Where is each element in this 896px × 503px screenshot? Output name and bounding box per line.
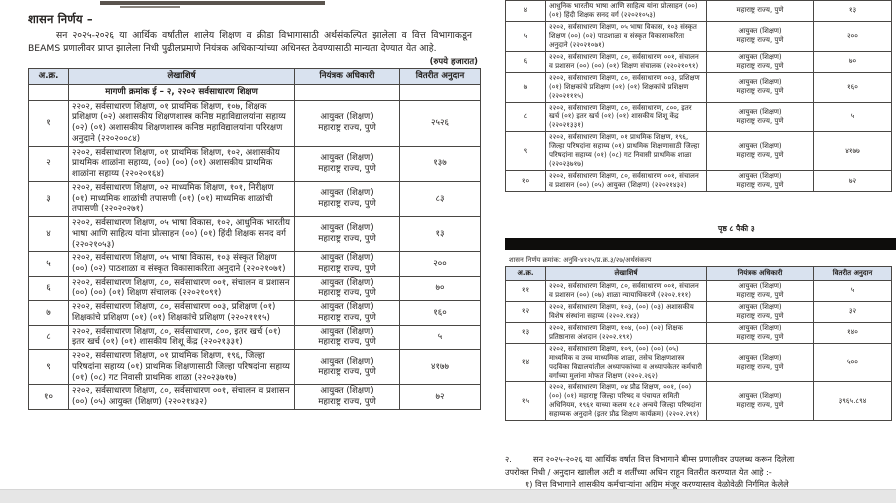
paragraph-line xyxy=(505,453,893,466)
officer-line-1: आयुक्त (शिक्षण) xyxy=(738,78,782,87)
account-head-cell: २२०२, सर्वसाधारण शिक्षण, ८०, सर्वसाधारण ००३, प्रशिक्षण (०१) शिक्षकांचे प्रशिक्षण (०१) (०१) शिक्षकांचे प्रशिक्षण (२२०२१११५) xyxy=(69,301,295,325)
account-head-cell: २२०२, सर्वसाधारण शिक्षण, ८०, सर्वसाधारण ००१, संचालन व प्रशासन (००) (०५) आयुक्त (शिक्षण) (२२०२१४३२) xyxy=(69,385,295,409)
controlling-officer-cell xyxy=(707,322,814,343)
gr-reference-line: शासन निर्णय क्रमांक: अनुवि-४१२५/प्र.क्र.३/२७/अर्थसंकल्प xyxy=(509,256,652,264)
account-head-cell: २२०२, सर्वसाधारण शिक्षण, ८०, सर्वसाधारण ००३, प्रशिक्षण (०१) शिक्षकांचे प्रशिक्षण (०१) (०१) शिक्षकांचे प्रशिक्षण (२२०२१११५) xyxy=(546,72,707,102)
serial-cell: ६ xyxy=(29,276,69,300)
right-top-table-body xyxy=(506,1,892,192)
account-head-cell: २२०२, सर्वसाधारण शिक्षण, ०५ भाषा विकास, १०२, आधुनिक भारतीय भाषा आणि साहित्य यांना प्रोत्साहन (००) (०१) हिंदी शिक्षक सनद वर्ग (२२०२१०५३) xyxy=(69,217,295,252)
account-head-cell: २२०२, सर्वसाधारण शिक्षण, ०५ भाषा विकास, १०३ संस्कृत शिक्षण (००) (०२) पाठशाळा व संस्कृत विकासाकरिता अनुदाने (२२०२१०७१) xyxy=(69,252,295,276)
account-head-cell: २२०२, सर्वसाधारण शिक्षण, ०५ भाषा विकास, १०३ संस्कृत शिक्षण (००) (०२) पाठशाळा व संस्कृत विकासाकरिता अनुदाने (२२०२१०७१) xyxy=(546,21,707,51)
table-header-row xyxy=(506,267,892,281)
account-head-cell: २२०२, सर्वसाधारण शिक्षण, ०१ प्राथमिक शिक्षण, १९६, जिल्हा परिषदांना सहाय्य (०१) प्राथमिक शिक्षणासाठी जिल्हा परिषदांना सहाय्य (०१) (०८) गट निवासी प्राथमिक शाळा (२२०२३७१७) xyxy=(69,350,295,385)
officer-line-2: महाराष्ट्र राज्य, पुणे xyxy=(318,312,376,323)
controlling-officer-cell xyxy=(707,171,814,192)
grant-amount-cell: ७२ xyxy=(400,385,481,409)
account-head-cell: २२०२, सर्वसाधारण शिक्षण, ८०, सर्वसाधारण ००१, संचालन व प्रशासन (००) (०७) शाळा न्यायाधिकरणे (२२०२.१११) xyxy=(546,280,707,301)
col-header-account: लेखाशिर्ष xyxy=(69,69,295,85)
officer-line-2: महाराष्ट्र राज्य, पुणे xyxy=(318,234,376,245)
currency-unit-note: (रुपये हजारात) xyxy=(429,56,478,66)
table-row xyxy=(506,301,892,322)
controlling-officer-cell xyxy=(707,1,814,22)
serial-cell: ६ xyxy=(506,51,546,72)
table-row xyxy=(29,350,481,385)
officer-line-1: आयुक्त (शिक्षण) xyxy=(738,142,782,151)
account-head-cell: २२०२, सर्वसाधारण शिक्षण, ८०, सर्वसाधारण ००१, संचालन व प्रशासन (००) (०५) आयुक्त (शिक्षण) (२२०२१४३२) xyxy=(546,171,707,192)
officer-line-1: आयुक्त (शिक्षण) xyxy=(738,172,782,181)
grant-amount-cell: ७० xyxy=(400,276,481,300)
col-header-account: लेखाशिर्ष xyxy=(546,267,707,281)
grant-amount-cell: १३ xyxy=(814,1,892,22)
serial-cell: ५ xyxy=(506,21,546,51)
serial-cell: ४ xyxy=(506,1,546,22)
col-header-officer: नियंत्रक अधिकारी xyxy=(707,267,814,281)
officer-line-2: महाराष्ट्र राज्य, पुणे xyxy=(736,401,784,410)
table-row xyxy=(506,343,892,382)
conditions-paragraph xyxy=(505,453,893,491)
officer-line-2: महाराष्ट्र राज्य, पुणे xyxy=(318,288,376,299)
grant-amount-cell: ५ xyxy=(814,280,892,301)
controlling-officer-cell xyxy=(295,350,400,385)
controlling-officer-cell xyxy=(295,301,400,325)
section-heading: शासन निर्णय – xyxy=(28,12,93,26)
officer-line-2: महाराष्ट्र राज्य, पुणे xyxy=(318,337,376,348)
grant-table-right-top xyxy=(505,0,892,192)
table-row xyxy=(506,382,892,421)
officer-line-1: आयुक्त (शिक्षण) xyxy=(738,52,782,61)
controlling-officer-cell xyxy=(295,146,400,181)
serial-cell: १० xyxy=(29,385,69,409)
officer-line-2: महाराष्ट्र राज्य, पुणे xyxy=(736,6,784,15)
controlling-officer-cell xyxy=(295,181,400,216)
officer-line-2: महाराष्ट्र राज्य, पुणे xyxy=(736,151,784,160)
controlling-officer-cell xyxy=(295,385,400,409)
officer-line-1: आयुक्त (शिक्षण) xyxy=(320,153,374,164)
officer-line-1: आयुक्त (शिक्षण) xyxy=(320,253,374,264)
officer-line-2: महाराष्ट्र राज्य, पुणे xyxy=(736,362,784,371)
table-row xyxy=(29,252,481,276)
officer-line-1: आयुक्त (शिक्षण) xyxy=(320,356,374,367)
col-header-grant: वितरीत अनुदान xyxy=(400,69,481,85)
controlling-officer-cell xyxy=(295,217,400,252)
account-head-cell: २२०२, सर्वसाधारण शिक्षण, ८०, सर्वसाधारण ००१, संचालन व प्रशासन (००) (००) (०१) शिक्षण संचालक (२२०२१०९१) xyxy=(546,51,707,72)
grant-amount-cell: ५०० xyxy=(814,343,892,382)
officer-line-1: आयुक्त (शिक्षण) xyxy=(320,302,374,313)
serial-cell: ३ xyxy=(29,181,69,216)
grant-amount-cell: ८३ xyxy=(400,181,481,216)
officer-line-1: आयुक्त (शिक्षण) xyxy=(320,326,374,337)
serial-cell: ७ xyxy=(29,301,69,325)
officer-line-2: महाराष्ट्र राज्य, पुणे xyxy=(318,123,376,134)
officer-line-2: महाराष्ट्र राज्य, पुणे xyxy=(736,311,784,320)
intro-paragraph: सन २०२५-२०२६ या आर्थिक वर्षातील शालेय शिक्षण व क्रीडा विभागासाठी अर्थसंकल्पित झालेला व वित्त विभागाकडून BEAMS प्रणालीवर प्राप्त झालेला निधी पुढीलप्रमाणे नियंत्रक अधिकाऱ्यांच्या अधिनस्त ठेवण्यासाठी मान्यता देण्यात येत आहे. xyxy=(28,30,472,55)
table-row xyxy=(29,217,481,252)
grant-amount-cell: ४१७७ xyxy=(400,350,481,385)
table-row xyxy=(29,385,481,409)
officer-line-1: आयुक्त (शिक्षण) xyxy=(738,281,782,290)
paragraph-text: सन २०२५-२०२६ या आर्थिक वर्षात वित्त विभागाने बीम्स प्रणालीवर उपलब्ध करून दिलेला xyxy=(533,454,795,464)
grant-amount-cell: ३२ xyxy=(814,301,892,322)
grant-amount-cell: १६० xyxy=(814,72,892,102)
officer-line-1: आयुक्त (शिक्षण) xyxy=(738,392,782,401)
officer-line-2: महाराष्ट्र राज्य, पुणे xyxy=(736,61,784,70)
serial-cell: ७ xyxy=(506,72,546,102)
account-head-cell: २२०२, सर्वसाधारण शिक्षण, १०३, (००) (०३) अशासकीय विशेष संस्थांना सहाय्य (२२०२.१४३) xyxy=(546,301,707,322)
table-row xyxy=(29,100,481,146)
controlling-officer-cell xyxy=(707,343,814,382)
account-head-cell: २२०२, सर्वसाधारण शिक्षण, ०४ प्रौढ शिक्षण, ००१, (००) (००) (०१) महाराष्ट्र जिल्हा परिषद व पंचायत समिती अधिनियम, १९६१ याच्या कलम १८२ अन्वये जिल्हा परिषदांना सहाय्यक अनुदाने (इतर प्रौढ शिक्षण कार्यक्रम) (२२०२.२९१) xyxy=(546,382,707,421)
officer-line-2: महाराष्ट्र राज्य, पुणे xyxy=(736,116,784,125)
account-head-cell: २२०२, सर्वसाधारण शिक्षण, ८०, सर्वसाधारण ००१, संचालन व प्रशासन (००) (००) (०१) शिक्षण संचालक (२२०२१०९१) xyxy=(69,276,295,300)
grant-amount-cell: ३९६५.८९४ xyxy=(814,382,892,421)
serial-cell: १२ xyxy=(506,301,546,322)
officer-line-1: आयुक्त (शिक्षण) xyxy=(320,223,374,234)
top-cut-text-fragment xyxy=(120,6,180,8)
page-separator-bar xyxy=(505,238,896,250)
serial-cell: ८ xyxy=(506,102,546,132)
officer-line-2: महाराष्ट्र राज्य, पुणे xyxy=(318,397,376,408)
table-row xyxy=(506,21,892,51)
table-row xyxy=(506,322,892,343)
grant-amount-cell: २०० xyxy=(400,252,481,276)
grant-amount-cell: ४१७७ xyxy=(814,132,892,171)
col-header-serial: अ.क्र. xyxy=(29,69,69,85)
paragraph-number: २. xyxy=(505,454,512,464)
serial-cell: २ xyxy=(29,146,69,181)
serial-cell: १३ xyxy=(506,322,546,343)
officer-line-2: महाराष्ट्र राज्य, पुणे xyxy=(736,87,784,96)
serial-cell: ९ xyxy=(506,132,546,171)
table-row xyxy=(29,146,481,181)
account-head-cell: २२०२, सर्वसाधारण शिक्षण, १०९, (००) (००) (०५) माध्यमिक व उच्च माध्यमिक शाळा, तसेच शिक्षणशास्त्र पदविका विद्यालयांतील अध्यापकांच्या व अध्यापकेतर कर्मचारी वर्गाच्या मुलांना मोफत शिक्षण (२२०२.२६२) xyxy=(546,343,707,382)
account-head-cell: २२०२, सर्वसाधारण शिक्षण, ०१ प्राथमिक शिक्षण, १०२, अशासकीय प्राथमिक शाळांना सहाय्य, (००) (००) (०१) अशासकीय प्राथमिक शाळांना सहाय्य (२२०२०१६४) xyxy=(69,146,295,181)
grant-table-left xyxy=(28,68,481,410)
table-header-row xyxy=(29,69,481,85)
left-table-body xyxy=(29,100,481,409)
officer-line-2: महाराष्ट्र राज्य, पुणे xyxy=(736,181,784,190)
table-row xyxy=(29,325,481,349)
grant-amount-cell: १३ xyxy=(400,217,481,252)
col-header-serial: अ.क्र. xyxy=(506,267,546,281)
account-head-cell: २२०२, सर्वसाधारण शिक्षण, ०१ प्राथमिक शिक्षण, १०७, शिक्षक प्रशिक्षण (०२) अशासकीय शिक्षणशास्त्र कनिष्ठ महाविद्यालयांना सहाय्य (०२) (०१) अशासकीय शिक्षणशास्त्र कनिष्ठ महाविद्यालयांना परिरक्षण अनुदाने (२२०२००८४) xyxy=(69,100,295,146)
controlling-officer-cell xyxy=(707,102,814,132)
serial-cell: १ xyxy=(29,100,69,146)
grant-amount-cell: ७२ xyxy=(814,171,892,192)
serial-cell: ८ xyxy=(29,325,69,349)
serial-cell: १० xyxy=(506,171,546,192)
top-cut-text-fragment xyxy=(100,1,325,5)
officer-line-1: आयुक्त (शिक्षण) xyxy=(738,323,782,332)
paragraph-line: उपरोक्त निधी / अनुदान खालील अटी व शर्तींच्या अधिन राहून वितरीत करण्यात येत आहे :- xyxy=(505,466,772,477)
officer-line-2: महाराष्ट्र राज्य, पुणे xyxy=(736,332,784,341)
grant-amount-cell: ७० xyxy=(814,51,892,72)
officer-line-2: महाराष्ट्र राज्य, पुणे xyxy=(318,367,376,378)
controlling-officer-cell xyxy=(707,382,814,421)
account-head-cell: आधुनिक भारतीय भाषा आणि साहित्य यांना प्रोत्साहन (००) (०१) हिंदी शिक्षक सनद वर्ग (२२०२१०५३) xyxy=(546,1,707,22)
controlling-officer-cell xyxy=(295,276,400,300)
account-head-cell: २२०२, सर्वसाधारण शिक्षण, ८०, सर्वसाधारण, ८००, इतर खर्च (०१) इतर खर्च (०१) (०१) शासकीय शिशू केंद्र (२२०२१३३१) xyxy=(69,325,295,349)
officer-line-1: आयुक्त (शिक्षण) xyxy=(320,188,374,199)
grant-amount-cell: १३७ xyxy=(400,146,481,181)
controlling-officer-cell xyxy=(707,280,814,301)
serial-cell: ९ xyxy=(29,350,69,385)
table-row xyxy=(506,171,892,192)
col-header-grant: वितरीत अनुदान xyxy=(814,267,892,281)
table-row xyxy=(506,72,892,102)
table-row xyxy=(29,181,481,216)
right-bottom-table-body xyxy=(506,280,892,420)
viewer-gap-band xyxy=(0,489,896,503)
controlling-officer-cell xyxy=(707,51,814,72)
right-page-top-clip xyxy=(505,0,893,234)
grant-table-right-bottom xyxy=(505,266,892,421)
officer-line-1: आयुक्त (शिक्षण) xyxy=(320,277,374,288)
table-row xyxy=(506,1,892,22)
serial-cell: ११ xyxy=(506,280,546,301)
controlling-officer-cell xyxy=(295,100,400,146)
officer-line-2: महाराष्ट्र राज्य, पुणे xyxy=(318,163,376,174)
officer-line-1: आयुक्त (शिक्षण) xyxy=(738,353,782,362)
demand-number-row xyxy=(29,84,481,100)
grant-amount-cell: ५ xyxy=(814,102,892,132)
controlling-officer-cell xyxy=(707,72,814,102)
page-number-footer: पृष्ठ ८ पैकी ३ xyxy=(718,224,755,233)
controlling-officer-cell xyxy=(295,252,400,276)
table-row xyxy=(506,102,892,132)
grant-amount-cell: २०० xyxy=(814,21,892,51)
serial-cell: १४ xyxy=(506,343,546,382)
table-row xyxy=(506,51,892,72)
col-header-officer: नियंत्रक अधिकारी xyxy=(295,69,400,85)
officer-line-1: आयुक्त (शिक्षण) xyxy=(320,112,374,123)
paragraph-line: १) वित्त विभागाने शासकीय कर्मचाऱ्यांना अग्रिम मंजूर करण्यास्तव वेळोवेळी निर्गमित केलेले xyxy=(525,479,789,490)
account-head-cell: २२०२, सर्वसाधारण शिक्षण, १०४, (००) (०२) शिक्षक प्रतिष्ठानास अंशदान (२२०२.१९१) xyxy=(546,322,707,343)
account-head-cell: २२०२, सर्वसाधारण शिक्षण, ०१ प्राथमिक शिक्षण, १९६, जिल्हा परिषदांना सहाय्य (०१) प्राथमिक शिक्षणासाठी जिल्हा परिषदांना सहाय्य (०१) (०८) गट निवासी प्राथमिक शाळा (२२०२३७१७) xyxy=(546,132,707,171)
officer-line-2: महाराष्ट्र राज्य, पुणे xyxy=(318,264,376,275)
officer-line-1: आयुक्त (शिक्षण) xyxy=(738,108,782,116)
grant-amount-cell: ५ xyxy=(400,325,481,349)
serial-cell: ५ xyxy=(29,252,69,276)
table-row xyxy=(29,276,481,300)
officer-line-2: महाराष्ट्र राज्य, पुणे xyxy=(736,36,784,45)
officer-line-1: आयुक्त (शिक्षण) xyxy=(320,386,374,397)
table-row xyxy=(506,280,892,301)
controlling-officer-cell xyxy=(707,132,814,171)
demand-number-subheader: मागणी क्रमांक ई – २, २२०२ सर्वसाधारण शिक्षण xyxy=(69,84,295,100)
officer-line-2: महाराष्ट्र राज्य, पुणे xyxy=(736,290,784,299)
grant-amount-cell: १६० xyxy=(400,301,481,325)
account-head-cell: २२०२, सर्वसाधारण शिक्षण, ८०, सर्वसाधारण, ८००, इतर खर्च (०१) इतर खर्च (०१) (०१) शासकीय शिशू केंद्र (२२०२१३३१) xyxy=(546,102,707,132)
controlling-officer-cell xyxy=(707,301,814,322)
controlling-officer-cell xyxy=(707,21,814,51)
serial-cell: ४ xyxy=(29,217,69,252)
officer-line-2: महाराष्ट्र राज्य, पुणे xyxy=(318,198,376,209)
officer-line-1: आयुक्त (शिक्षण) xyxy=(738,27,782,36)
officer-line-1: आयुक्त (शिक्षण) xyxy=(738,302,782,311)
controlling-officer-cell xyxy=(295,325,400,349)
account-head-cell: २२०२, सर्वसाधारण शिक्षण, ०२ माध्यमिक शिक्षण, १०१, निरीक्षण (०१) माध्यमिक शाळांची तपासणी (०१) (०१) माध्यमिक शाळांची तपासणी (२२०२०२७१) xyxy=(69,181,295,216)
serial-cell: १५ xyxy=(506,382,546,421)
table-row xyxy=(29,301,481,325)
table-row xyxy=(506,132,892,171)
grant-amount-cell: २५२६ xyxy=(400,100,481,146)
grant-amount-cell: १४० xyxy=(814,322,892,343)
